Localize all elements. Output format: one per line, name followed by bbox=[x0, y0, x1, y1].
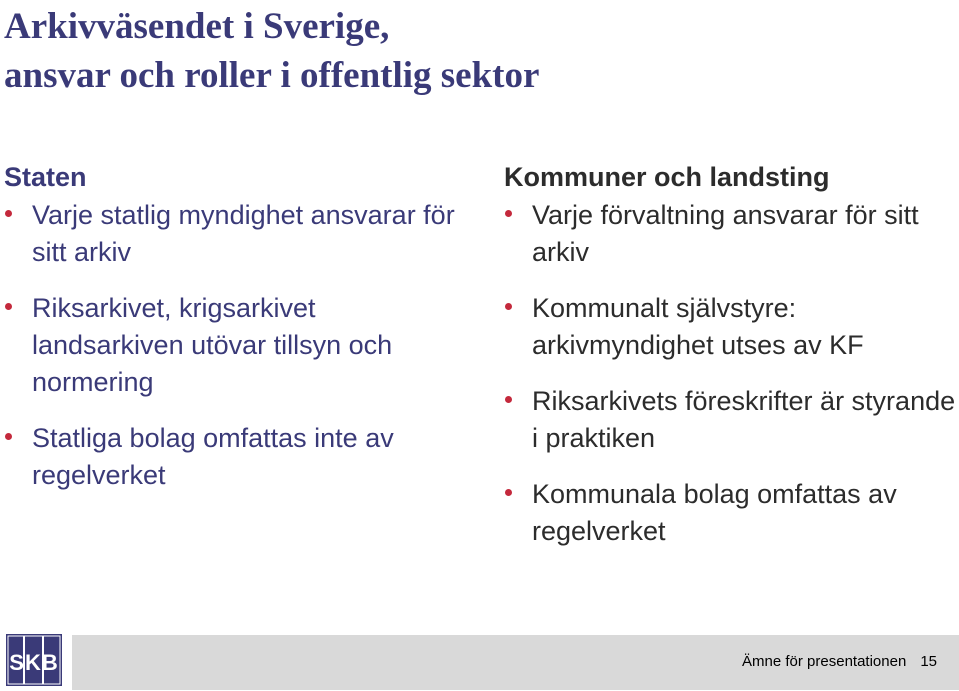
right-column bbox=[504, 160, 959, 569]
left-bullet-list bbox=[4, 197, 474, 494]
slide-title-line-1: Arkivväsendet i Sverige, bbox=[4, 6, 390, 47]
left-heading: Staten bbox=[4, 162, 87, 192]
right-bullet-list bbox=[504, 197, 959, 550]
bullet-dot-icon bbox=[505, 489, 512, 496]
left-bullet-1 bbox=[4, 197, 474, 271]
left-bullet-2 bbox=[4, 290, 474, 401]
left-bullet-3-text: Statliga bolag omfattas inte av regelverket bbox=[32, 423, 394, 490]
right-bullet-3-text: Riksarkivets föreskrifter är styrande i praktiken bbox=[532, 386, 956, 453]
right-bullet-1 bbox=[504, 197, 959, 271]
footer-bar bbox=[72, 635, 959, 690]
left-column bbox=[4, 160, 474, 513]
skb-logo-icon bbox=[6, 634, 62, 686]
bullet-dot-icon bbox=[505, 396, 512, 403]
page-number: 15 bbox=[920, 653, 937, 670]
bullet-dot-icon bbox=[505, 210, 512, 217]
footer-text bbox=[742, 653, 937, 670]
right-bullet-4-text: Kommunala bolag omfattas av regelverket bbox=[532, 479, 897, 546]
bullet-dot-icon bbox=[505, 303, 512, 310]
svg-text:SKB: SKB bbox=[9, 650, 59, 675]
slide-title-line-2: ansvar och roller i offentlig sektor bbox=[4, 55, 540, 96]
right-bullet-2-text: Kommunalt självstyre: arkivmyndighet utses av KF bbox=[532, 293, 864, 360]
bullet-dot-icon bbox=[5, 210, 12, 217]
right-bullet-2 bbox=[504, 290, 959, 364]
right-bullet-1-text: Varje förvaltning ansvarar för sitt arkiv bbox=[532, 200, 919, 267]
right-bullet-3 bbox=[504, 383, 959, 457]
left-bullet-3 bbox=[4, 420, 474, 494]
bullet-dot-icon bbox=[5, 433, 12, 440]
left-bullet-1-text: Varje statlig myndighet ansvarar för sitt arkiv bbox=[32, 200, 455, 267]
right-heading: Kommuner och landsting bbox=[504, 162, 830, 192]
slide-title bbox=[4, 2, 539, 100]
left-bullet-2-text: Riksarkivet, krigsarkivet landsarkiven utövar tillsyn och normering bbox=[32, 293, 393, 397]
right-bullet-4 bbox=[504, 476, 959, 550]
bullet-dot-icon bbox=[5, 303, 12, 310]
footer-topic: Ämne för presentationen bbox=[742, 653, 907, 670]
